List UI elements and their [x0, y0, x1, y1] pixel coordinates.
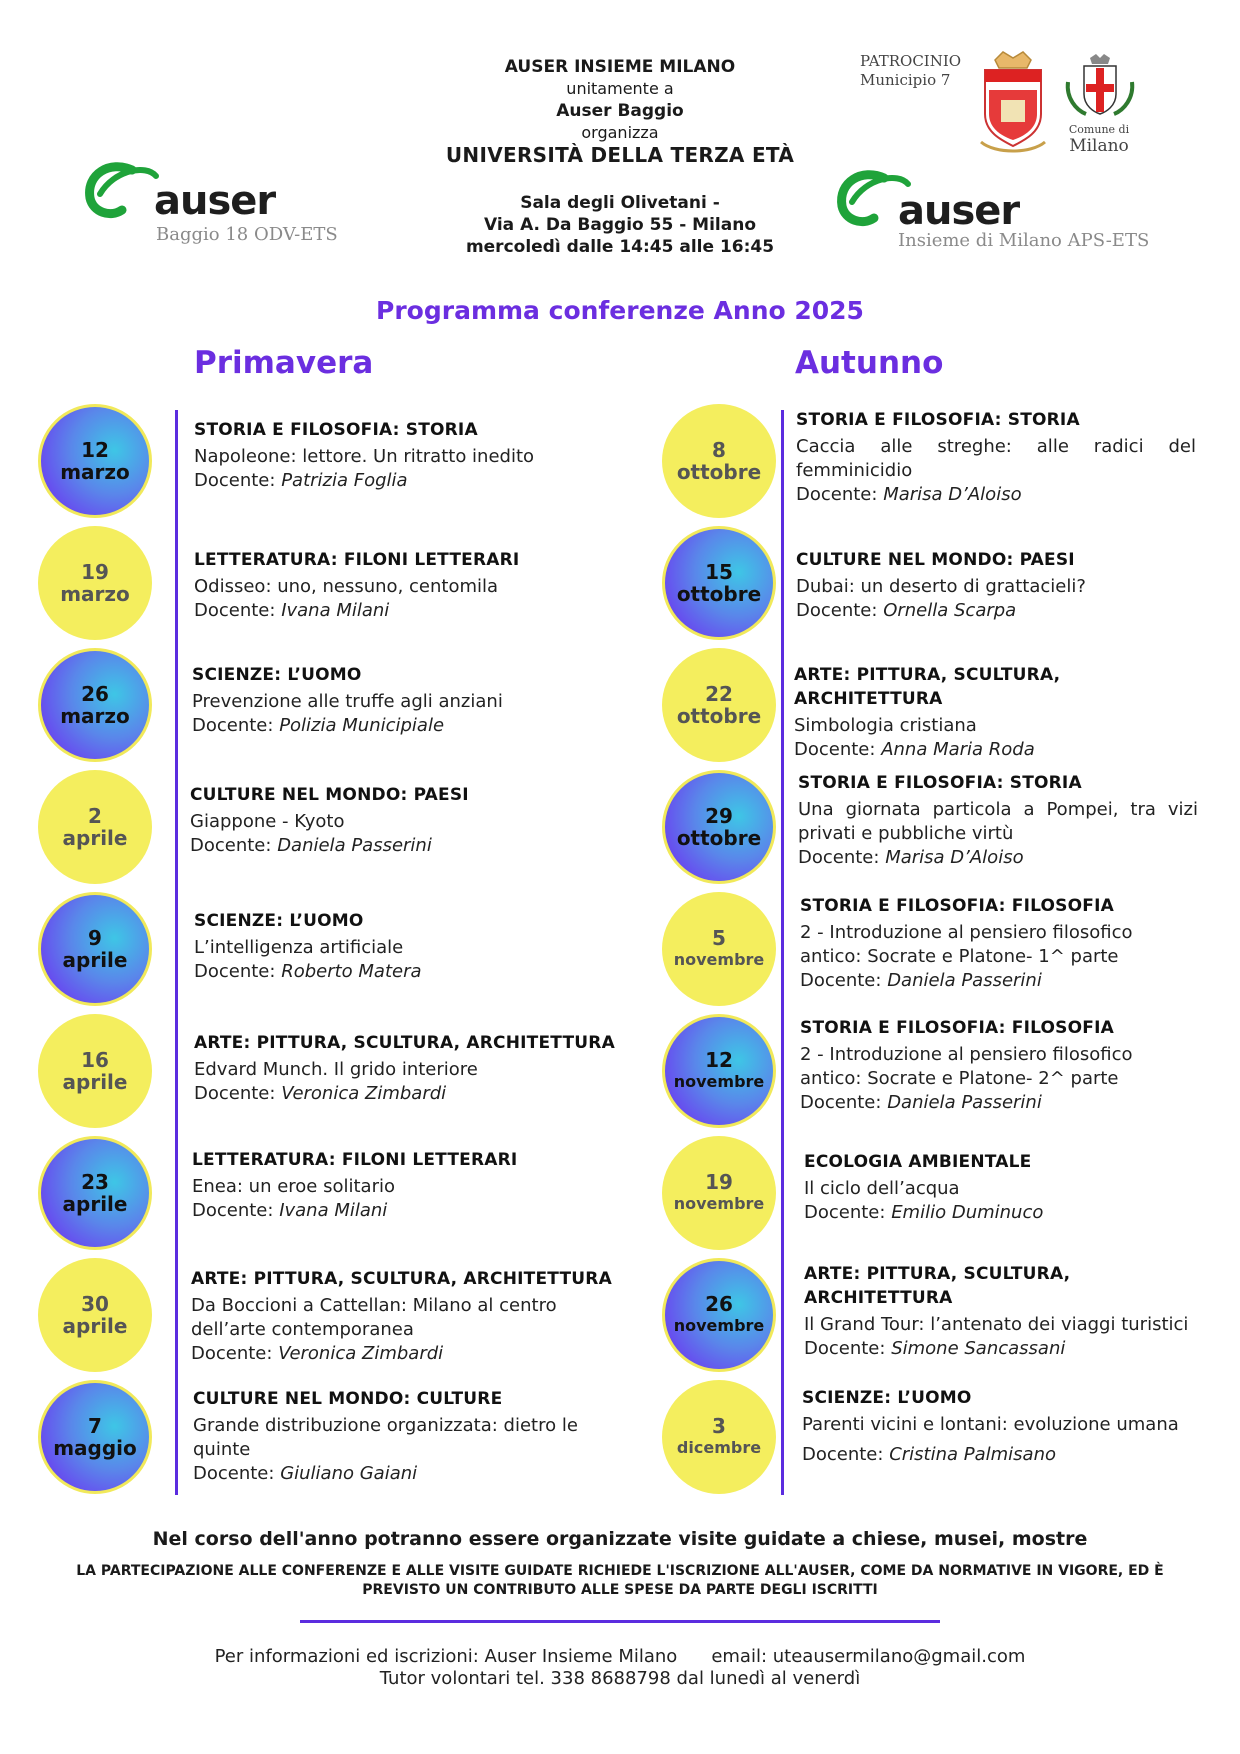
- event-entry: [796, 408, 1196, 507]
- venue-hall: Sala degli Olivetani -: [520, 193, 720, 213]
- docente-label: Docente:: [794, 739, 876, 760]
- date-month: novembre: [673, 1316, 765, 1335]
- date-badge: [662, 648, 776, 762]
- docente-label: Docente:: [192, 715, 274, 736]
- info-text: Per informazioni ed iscrizioni: Auser Insieme Milano: [214, 1646, 678, 1667]
- date-month: aprile: [62, 1314, 128, 1338]
- event-entry: [800, 894, 1190, 993]
- docente-label: Docente:: [804, 1338, 886, 1359]
- event-category: CULTURE NEL MONDO: PAESI: [190, 785, 469, 805]
- date-badge: [38, 770, 152, 884]
- date-day: 29: [705, 804, 733, 828]
- event-category: STORIA E FILOSOFIA: STORIA: [798, 773, 1082, 793]
- logo-word: auser: [154, 178, 276, 224]
- docente-label: Docente:: [800, 1092, 882, 1113]
- event-title: 2 - Introduzione al pensiero filosofico antico: Socrate e Platone- 1^ parte: [800, 922, 1133, 967]
- date-badge: [662, 1258, 776, 1372]
- event-category: STORIA E FILOSOFIA: FILOSOFIA: [800, 1018, 1114, 1038]
- date-day: 30: [81, 1292, 109, 1316]
- date-day: 5: [712, 926, 726, 950]
- event-title: Il Grand Tour: l’antenato dei viaggi turistici: [804, 1314, 1189, 1335]
- date-month: ottobre: [676, 704, 762, 728]
- event-category: CULTURE NEL MONDO: CULTURE: [193, 1389, 503, 1409]
- timeline-divider-spring: [175, 410, 178, 1495]
- event-category: SCIENZE: L’UOMO: [192, 665, 362, 685]
- event-entry: [191, 1267, 621, 1366]
- docente-label: Docente:: [194, 1083, 276, 1104]
- event-name: UNIVERSITÀ DELLA TERZA ETÀ: [445, 143, 795, 167]
- auser-swoosh-icon: [80, 160, 160, 230]
- event-title: Edvard Munch. Il grido interiore: [194, 1059, 478, 1080]
- event-category: LETTERATURA: FILONI LETTERARI: [192, 1150, 518, 1170]
- date-month: aprile: [62, 826, 128, 850]
- docente-label: Docente:: [798, 847, 880, 868]
- participation-notice: LA PARTECIPAZIONE ALLE CONFERENZE E ALLE VISITE GUIDATE RICHIEDE L'ISCRIZIONE ALL'AUSER, COME DA NORMATIVE IN VIGORE, ED È PREVISTO UN CONTRIBUTO ALLE SPESE DA PARTE DEGLI ISCRITTI: [76, 1563, 1164, 1598]
- date-day: 16: [81, 1048, 109, 1072]
- date-badge: [38, 1014, 152, 1128]
- date-day: 22: [705, 682, 733, 706]
- event-docente: [193, 1462, 613, 1486]
- event-title: Parenti vicini e lontani: evoluzione umana: [802, 1414, 1179, 1435]
- docente-name: Daniela Passerini: [887, 970, 1042, 991]
- comune-large-text: Milano: [1069, 136, 1129, 156]
- event-docente: [798, 846, 1198, 870]
- docente-name: Roberto Matera: [281, 961, 422, 982]
- event-entry: [190, 783, 610, 858]
- date-badge: [662, 526, 776, 640]
- date-month: ottobre: [676, 582, 762, 606]
- date-badge: [662, 1014, 776, 1128]
- date-month: marzo: [60, 704, 130, 728]
- event-docente: [802, 1443, 1222, 1467]
- venue-info: [420, 192, 820, 258]
- event-title: 2 - Introduzione al pensiero filosofico antico: Socrate e Platone- 2^ parte: [800, 1044, 1133, 1089]
- docente-label: Docente:: [194, 600, 276, 621]
- event-docente: [194, 469, 614, 493]
- date-badge: [38, 1258, 152, 1372]
- event-docente: [800, 969, 1190, 993]
- event-category: ARTE: PITTURA, SCULTURA, ARCHITETTURA: [191, 1269, 612, 1289]
- date-badge: [38, 648, 152, 762]
- date-month: novembre: [673, 1072, 765, 1091]
- date-day: 12: [81, 438, 109, 462]
- date-badge: [38, 1380, 152, 1494]
- event-category: LETTERATURA: FILONI LETTERARI: [194, 550, 520, 570]
- docente-name: Daniela Passerini: [277, 835, 432, 856]
- docente-name: Ivana Milani: [281, 600, 390, 621]
- date-day: 26: [81, 682, 109, 706]
- email-text: email: uteausermilano@gmail.com: [711, 1646, 1026, 1667]
- patrocinio-entity: Municipio 7: [860, 71, 951, 89]
- date-month: aprile: [62, 1192, 128, 1216]
- date-day: 23: [81, 1170, 109, 1194]
- docente-label: Docente:: [191, 1343, 273, 1364]
- date-month: ottobre: [676, 826, 762, 850]
- event-entry: [194, 548, 614, 623]
- tutor-text: Tutor volontari tel. 338 8688798 dal lunedì al venerdì: [379, 1668, 861, 1689]
- event-docente: [796, 483, 1196, 507]
- date-day: 15: [705, 560, 733, 584]
- event-entry: [804, 1150, 1204, 1225]
- date-month: dicembre: [676, 1438, 762, 1457]
- docente-label: Docente:: [804, 1202, 886, 1223]
- docente-name: Veronica Zimbardi: [281, 1083, 447, 1104]
- date-month: novembre: [673, 950, 765, 969]
- event-entry: [192, 1148, 612, 1223]
- org-name: AUSER INSIEME MILANO: [504, 57, 736, 77]
- program-title: Programma conferenze Anno 2025: [376, 296, 864, 325]
- date-day: 19: [81, 560, 109, 584]
- event-title: L’intelligenza artificiale: [194, 937, 404, 958]
- event-category: SCIENZE: L’UOMO: [194, 911, 364, 931]
- event-entry: [800, 1016, 1190, 1115]
- date-month: aprile: [62, 1070, 128, 1094]
- event-docente: [796, 599, 1196, 623]
- docente-label: Docente:: [194, 961, 276, 982]
- docente-name: Polizia Municipiale: [279, 715, 445, 736]
- date-badge: [662, 1380, 776, 1494]
- event-category: ARTE: PITTURA, SCULTURA, ARCHITETTURA: [794, 665, 1061, 709]
- municipio-7-emblem-icon: [975, 50, 1051, 156]
- date-day: 2: [88, 804, 102, 828]
- event-entry: [798, 771, 1198, 870]
- organizer-block: [400, 56, 840, 166]
- date-badge: [38, 892, 152, 1006]
- timeline-divider-autumn: [781, 410, 784, 1495]
- event-title: Una giornata particola a Pompei, tra vizi privati e pubbliche virtù: [798, 799, 1198, 844]
- event-category: STORIA E FILOSOFIA: FILOSOFIA: [800, 896, 1114, 916]
- docente-name: Emilio Duminuco: [891, 1202, 1044, 1223]
- event-entry: [194, 418, 614, 493]
- org-partner: Auser Baggio: [556, 101, 684, 121]
- date-day: 19: [705, 1170, 733, 1194]
- date-badge: [38, 1136, 152, 1250]
- docente-label: Docente:: [796, 600, 878, 621]
- date-month: aprile: [62, 948, 128, 972]
- comune-small-text: Comune di: [1068, 123, 1130, 136]
- date-day: 9: [88, 926, 102, 950]
- logo-subtitle: Insieme di Milano APS-ETS: [898, 230, 1150, 251]
- event-docente: [192, 1199, 612, 1223]
- date-badge: [662, 892, 776, 1006]
- date-day: 8: [712, 438, 726, 462]
- date-badge: [38, 526, 152, 640]
- event-docente: [191, 1342, 621, 1366]
- season-title-spring: Primavera: [194, 345, 374, 381]
- event-title: Da Boccioni a Cattellan: Milano al centro dell’arte contemporanea: [191, 1295, 557, 1340]
- event-title: Enea: un eroe solitario: [192, 1176, 395, 1197]
- docente-label: Docente:: [193, 1463, 275, 1484]
- docente-name: Marisa D’Aloiso: [885, 847, 1024, 868]
- venue-address: Via A. Da Baggio 55 - Milano: [484, 215, 756, 235]
- date-day: 12: [705, 1048, 733, 1072]
- docente-name: Ivana Milani: [279, 1200, 388, 1221]
- docente-label: Docente:: [190, 835, 272, 856]
- date-badge: [662, 1136, 776, 1250]
- date-badge: [662, 404, 776, 518]
- docente-label: Docente:: [194, 470, 276, 491]
- date-badge: [662, 770, 776, 884]
- visits-notice: Nel corso dell'anno potranno essere organizzate visite guidate a chiese, musei, mostre: [152, 1528, 1088, 1550]
- event-docente: [192, 714, 612, 738]
- event-entry: [194, 1031, 634, 1106]
- event-title: Caccia alle streghe: alle radici del femminicidio: [796, 436, 1196, 481]
- event-docente: [194, 1082, 634, 1106]
- event-category: STORIA E FILOSOFIA: STORIA: [796, 410, 1080, 430]
- event-category: ECOLOGIA AMBIENTALE: [804, 1152, 1032, 1172]
- event-category: CULTURE NEL MONDO: PAESI: [796, 550, 1075, 570]
- event-entry: [804, 1262, 1224, 1361]
- date-day: 26: [705, 1292, 733, 1316]
- logo-subtitle: Baggio 18 ODV-ETS: [156, 224, 338, 245]
- event-entry: [192, 663, 612, 738]
- event-entry: [794, 663, 1214, 762]
- docente-name: Veronica Zimbardi: [278, 1343, 444, 1364]
- event-title: Dubai: un deserto di grattacieli?: [796, 576, 1086, 597]
- docente-label: Docente:: [192, 1200, 274, 1221]
- date-month: novembre: [673, 1194, 765, 1213]
- auser-milano-logo: [832, 168, 1162, 258]
- event-entry: [796, 548, 1196, 623]
- org-connector: unitamente a: [566, 79, 674, 98]
- season-title-autumn: Autunno: [795, 345, 944, 381]
- event-title: Odisseo: uno, nessuno, centomila: [194, 576, 499, 597]
- event-entry: [193, 1387, 613, 1486]
- docente-name: Anna Maria Roda: [881, 739, 1035, 760]
- event-docente: [190, 834, 610, 858]
- patrocinio-title: PATROCINIO: [860, 52, 962, 70]
- auser-baggio-logo: [80, 160, 380, 250]
- docente-name: Daniela Passerini: [887, 1092, 1042, 1113]
- docente-label: Docente:: [802, 1444, 884, 1465]
- date-day: 3: [712, 1414, 726, 1438]
- docente-name: Marisa D’Aloiso: [883, 484, 1022, 505]
- event-entry: [802, 1386, 1222, 1467]
- event-title: Simbologia cristiana: [794, 715, 977, 736]
- event-title: Prevenzione alle truffe agli anziani: [192, 691, 503, 712]
- date-month: marzo: [60, 460, 130, 484]
- date-month: maggio: [53, 1436, 137, 1460]
- docente-name: Simone Sancassani: [891, 1338, 1066, 1359]
- date-badge: [38, 404, 152, 518]
- docente-label: Docente:: [796, 484, 878, 505]
- footer-divider: [300, 1620, 940, 1623]
- event-category: ARTE: PITTURA, SCULTURA, ARCHITETTURA: [804, 1264, 1071, 1308]
- logo-word: auser: [898, 188, 1020, 234]
- event-category: STORIA E FILOSOFIA: STORIA: [194, 420, 478, 440]
- event-title: Giappone - Kyoto: [190, 811, 345, 832]
- event-title: Grande distribuzione organizzata: dietro le quinte: [193, 1415, 578, 1460]
- docente-label: Docente:: [800, 970, 882, 991]
- event-docente: [804, 1201, 1204, 1225]
- date-month: marzo: [60, 582, 130, 606]
- docente-name: Cristina Palmisano: [889, 1444, 1057, 1465]
- event-title: Napoleone: lettore. Un ritratto inedito: [194, 446, 535, 467]
- event-docente: [194, 599, 614, 623]
- date-day: 7: [88, 1414, 102, 1438]
- date-month: ottobre: [676, 460, 762, 484]
- event-docente: [794, 738, 1214, 762]
- event-category: SCIENZE: L’UOMO: [802, 1388, 972, 1408]
- event-category: ARTE: PITTURA, SCULTURA, ARCHITETTURA: [194, 1033, 615, 1053]
- event-docente: [194, 960, 614, 984]
- event-docente: [804, 1337, 1224, 1361]
- contact-info: [0, 1646, 1240, 1690]
- event-docente: [800, 1091, 1190, 1115]
- comune-milano-caption: [1054, 123, 1144, 156]
- event-entry: [194, 909, 614, 984]
- docente-name: Patrizia Foglia: [281, 470, 408, 491]
- venue-schedule: mercoledì dalle 14:45 alle 16:45: [465, 237, 775, 257]
- patrocinio-label: [860, 52, 961, 90]
- org-verb: organizza: [581, 123, 659, 142]
- docente-name: Giuliano Gaiani: [280, 1463, 418, 1484]
- event-title: Il ciclo dell’acqua: [804, 1178, 960, 1199]
- docente-name: Ornella Scarpa: [883, 600, 1017, 621]
